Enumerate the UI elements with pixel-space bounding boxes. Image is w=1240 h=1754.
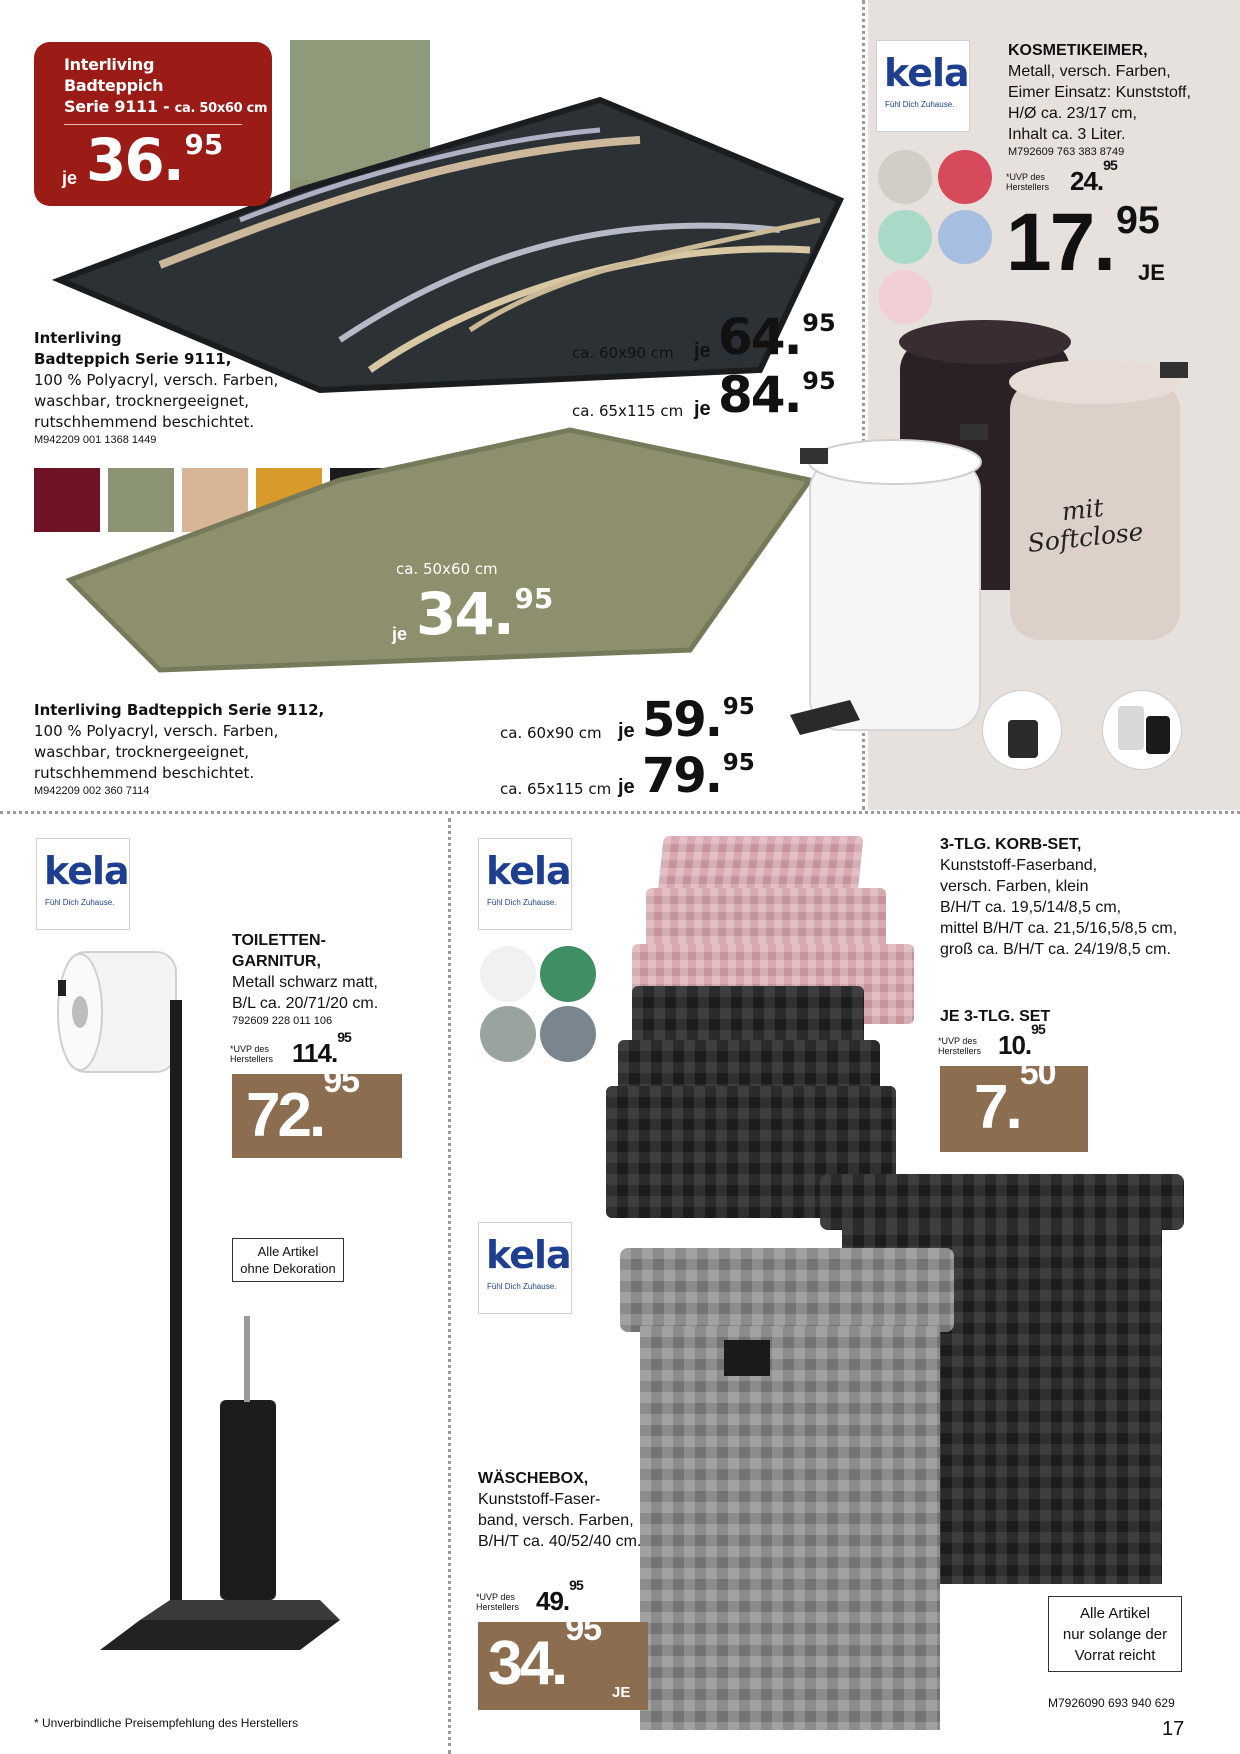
rug-9112-desc-2: waschbar, trocknergeeignet,: [34, 743, 249, 761]
korb-desc-5: groß ca. B/H/T ca. 24/19/8,5 cm.: [940, 941, 1171, 958]
rug-9112-je-1: je: [618, 720, 635, 742]
rug-9112-size-1: ca. 60x90 cm: [500, 724, 602, 742]
korb-uvp-label: *UVP des Herstellers: [938, 1036, 982, 1056]
rug-9112-size-label: ca. 50x60 cm: [396, 560, 498, 578]
waeschebox-article: M7926090 693 940 629: [1048, 1696, 1175, 1710]
badge-size: ca. 50x60 cm: [174, 101, 268, 116]
toilet-desc-2: B/L ca. 20/71/20 cm.: [232, 995, 379, 1012]
korb-price: 7.50: [974, 1054, 1056, 1142]
badge-price: 36.95: [86, 126, 224, 194]
korb-swatch-white: [480, 946, 536, 1002]
kosmetikeimer-price: 17.95: [1006, 197, 1160, 288]
toilet-uvp-label: *UVP des Herstellers: [230, 1044, 274, 1064]
rug-9112-price-1: 59.95: [642, 692, 755, 748]
toilet-title-2: GARNITUR,: [232, 953, 321, 970]
korb-set-label: JE 3-TLG. SET: [940, 1008, 1051, 1025]
waeschebox-handle: [724, 1340, 770, 1376]
rug-9112-article: M942209 002 360 7114: [34, 785, 150, 797]
badge-rule: [64, 124, 242, 125]
waeschebox-note: Alle Artikel nur solange der Vorrat reicht: [1048, 1596, 1182, 1672]
rug-9111-title: Badteppich Serie 9111,: [34, 350, 232, 368]
rug-9112-desc-1: 100 % Polyacryl, versch. Farben,: [34, 722, 279, 740]
rug-9112-je: je: [392, 624, 408, 644]
kosmetikeimer-je: JE: [1138, 260, 1165, 285]
toilet-price: 72.95: [246, 1062, 360, 1150]
kela-logo-3: kela Fühl Dich Zuhause.: [478, 838, 572, 930]
rug-9111-price-badge: [34, 42, 272, 206]
korb-text: [940, 834, 1177, 960]
waeschebox-je: JE: [612, 1684, 631, 1701]
waeschebox-title: WÄSCHEBOX,: [478, 1470, 589, 1487]
kela-logo-2: kela Fühl Dich Zuhause.: [36, 838, 130, 930]
badge-je: je: [62, 168, 78, 188]
kosmetikeimer-photo: [790, 320, 1240, 750]
waeschebox-price-box: [478, 1610, 648, 1710]
korb-desc-2: versch. Farben, klein: [940, 878, 1089, 895]
eimer-detail-bin-3: [1146, 716, 1170, 754]
eimer-swatch-blue: [938, 210, 992, 264]
toilet-article: 792609 228 011 106: [232, 1015, 333, 1027]
waeschebox-desc-1: Kunststoff-Faser-: [478, 1491, 601, 1508]
korb-uvp-price: 10.95: [998, 1021, 1045, 1060]
kosmetikeimer-article: M792609 763 383 8749: [1008, 146, 1125, 158]
toilet-desc-1: Metall schwarz matt,: [232, 974, 378, 991]
waeschebox-grey-lid: [620, 1248, 954, 1332]
waeschebox-black-lid: [820, 1174, 1184, 1230]
badge-brand: Interliving: [64, 55, 155, 74]
korb-swatch-sage: [480, 1006, 536, 1062]
waeschebox-text: [478, 1468, 641, 1552]
waeschebox-uvp-label: *UVP des Herstellers: [476, 1592, 520, 1612]
kosmetikeimer-text: [1008, 40, 1191, 160]
waeschebox-price: 34.95: [488, 1610, 602, 1698]
divider-vertical-bottom: [448, 818, 451, 1754]
badge-product: Badteppich: [64, 76, 164, 95]
page-number: 17: [1162, 1718, 1185, 1740]
kela-logo-4: kela Fühl Dich Zuhause.: [478, 1222, 572, 1314]
rug-9112-text: [34, 700, 324, 799]
kosmetikeimer-uvp-price: 24.95: [1070, 157, 1117, 196]
eimer-detail-bin-2: [1118, 706, 1144, 750]
kela-logo-1: kela Fühl Dich Zuhause.: [876, 40, 970, 132]
eimer-swatch-taupe: [878, 150, 932, 204]
korb-swatch-grey: [540, 1006, 596, 1062]
footer-disclaimer: * Unverbindliche Preisempfehlung des Herstellers: [34, 1716, 299, 1730]
toilet-uvp-price: 114.95: [292, 1029, 351, 1068]
kosmetikeimer-desc-1: Metall, versch. Farben,: [1008, 63, 1171, 80]
rug-9112-desc-3: rutschhemmend beschichtet.: [34, 764, 255, 782]
rug-9111-brand: Interliving: [34, 329, 122, 347]
rug-9111-size-2: ca. 65x115 cm: [572, 402, 684, 420]
divider-horizontal: [0, 811, 1240, 814]
rug-9112-price: 34.95: [416, 580, 554, 648]
korb-desc-3: B/H/T ca. 19,5/14/8,5 cm,: [940, 899, 1122, 916]
kosmetikeimer-title: KOSMETIKEIMER,: [1008, 42, 1148, 59]
rug-9112-price-2: 79.95: [642, 748, 755, 804]
korb-desc-1: Kunststoff-Faserband,: [940, 857, 1098, 874]
toilet-note: Alle Artikel ohne Dekoration: [232, 1238, 344, 1282]
korb-desc-4: mittel B/H/T ca. 21,5/16,5/8,5 cm,: [940, 920, 1178, 937]
kosmetikeimer-desc-2: Eimer Einsatz: Kunststoff,: [1008, 84, 1191, 101]
eimer-swatch-red: [938, 150, 992, 204]
badge-series: Serie 9111 -: [64, 97, 170, 116]
rug-9112-je-2: je: [618, 776, 635, 798]
rug-9111-size-1: ca. 60x90 cm: [572, 344, 674, 362]
rug-9111-price-1: 64.95: [718, 308, 836, 366]
korb-price-box: [940, 1054, 1088, 1152]
kosmetikeimer-uvp-label: *UVP des Herstellers: [1006, 172, 1050, 192]
kosmetikeimer-desc-4: Inhalt ca. 3 Liter.: [1008, 126, 1126, 143]
korb-title: 3-TLG. KORB-SET,: [940, 836, 1082, 853]
eimer-detail-bin-1: [1008, 720, 1038, 758]
rug-9111-article: M942209 001 1368 1449: [34, 434, 157, 446]
rug-9111-desc-1: 100 % Polyacryl, versch. Farben,: [34, 371, 279, 389]
eimer-swatch-mint: [878, 210, 932, 264]
rug-9111-desc-2: waschbar, trocknergeeignet,: [34, 392, 249, 410]
waeschebox-grey: [640, 1326, 940, 1730]
kosmetikeimer-desc-3: H/Ø ca. 23/17 cm,: [1008, 105, 1137, 122]
waeschebox-uvp-price: 49.95: [536, 1577, 583, 1616]
eimer-swatch-pink: [878, 270, 932, 324]
waeschebox-desc-2: band, versch. Farben,: [478, 1512, 634, 1529]
rug-9111-je-2: je: [694, 398, 711, 420]
rug-9112-title: Interliving Badteppich Serie 9112,: [34, 701, 325, 719]
toilet-set-photo: [50, 940, 350, 1660]
rug-9112-size-2: ca. 65x115 cm: [500, 780, 612, 798]
rug-9111-desc-3: rutschhemmend beschichtet.: [34, 413, 255, 431]
softclose-note: mit Softclose: [1026, 492, 1145, 558]
korb-swatch-green: [540, 946, 596, 1002]
waeschebox-desc-3: B/H/T ca. 40/52/40 cm.: [478, 1533, 642, 1550]
rug-9111-je-1: je: [694, 340, 711, 362]
toilet-title-1: TOILETTEN-: [232, 932, 326, 949]
rug-9111-price-2: 84.95: [718, 366, 836, 424]
